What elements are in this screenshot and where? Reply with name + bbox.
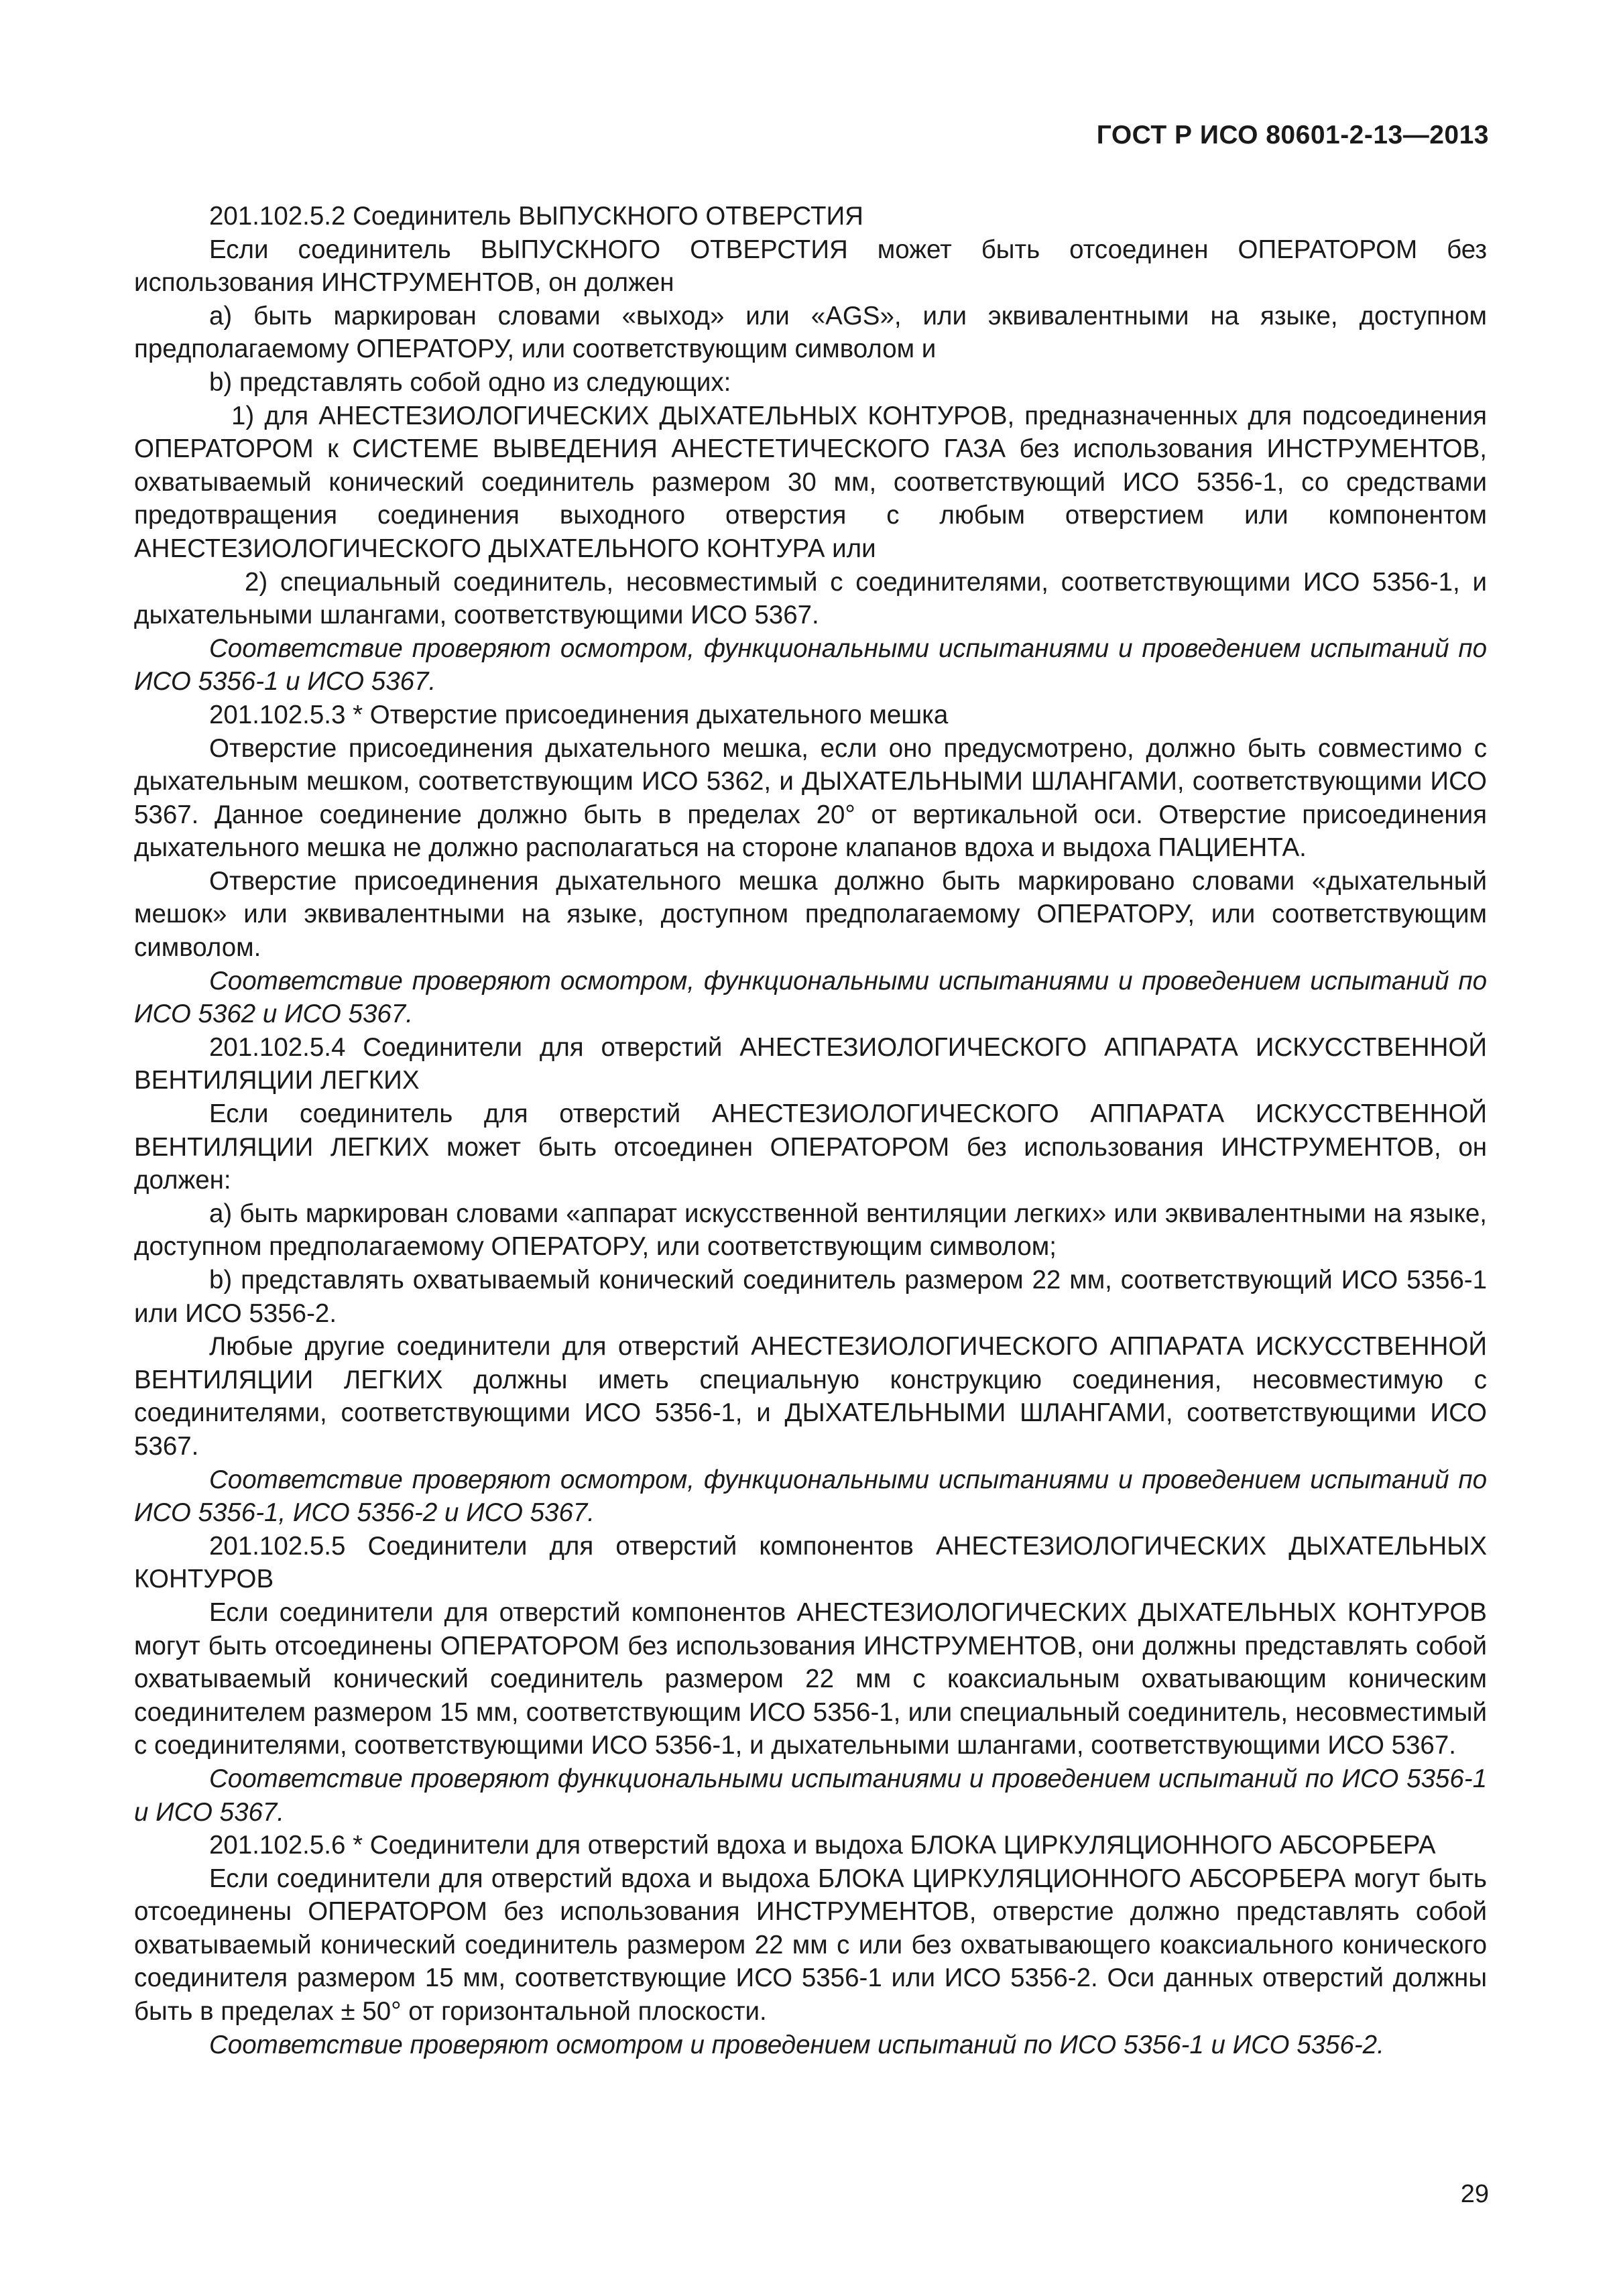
list-item: b) представлять собой одно из следующих: bbox=[209, 367, 731, 397]
section-heading: 201.102.5.5 Соединители для отверстий компонентов АНЕСТЕЗИОЛОГИЧЕСКИХ ДЫХАТЕЛЬНЫХ КОНТУРОВ bbox=[134, 1531, 1487, 1594]
document-body bbox=[134, 200, 1487, 2061]
paragraph: Отверстие присоединения дыхательного мешка, если оно предусмотрено, должно быть совместимо с дыхательным мешком, соответствующим ИСО 5362, и ДЫХАТЕЛЬНЫМИ ШЛАНГАМИ, соответствующими ИСО 5367. Данное соединение должно быть в пределах 20° от вертикальной оси. Отверстие присоединения дыхательного мешка не должно располагаться на стороне клапанов вдоха и выдоха ПАЦИЕНТА. bbox=[134, 733, 1487, 863]
paragraph: Если соединители для отверстий вдоха и выдоха БЛОКА ЦИРКУЛЯЦИОННОГО АБСОРБЕРА могут быть отсоединены ОПЕРАТОРОМ без использования ИНСТРУМЕНТОВ, отверстие должно представлять собой охватываемый конический соединитель размером 22 мм с или без охватывающего коаксиального конического соединителя размером 15 мм, соответствующие ИСО 5356-1 или ИСО 5356-2. Оси данных отверстий должны быть в пределах ± 50° от горизонтальной плоскости. bbox=[134, 1864, 1487, 2027]
sub-list-item: 2) специальный соединитель, несовместимый с соединителями, соответствующими ИСО 5356-1, и дыхательными шлангами, соответствующими ИСО 5367. bbox=[134, 567, 1487, 630]
list-item: a) быть маркирован словами «аппарат искусственной вентиляции легких» или эквивалентными на языке, доступном предполагаемому ОПЕРАТОРУ, или соответствующим символом; bbox=[134, 1199, 1487, 1262]
paragraph: Если соединитель для отверстий АНЕСТЕЗИОЛОГИЧЕСКОГО АППАРАТА ИСКУССТВЕННОЙ ВЕНТИЛЯЦИИ ЛЕГКИХ может быть отсоединен ОПЕРАТОРОМ без использования ИНСТРУМЕНТОВ, он должен: bbox=[134, 1099, 1487, 1195]
section-heading: 201.102.5.3 * Отверстие присоединения дыхательного мешка bbox=[209, 700, 949, 729]
paragraph: Любые другие соединители для отверстий АНЕСТЕЗИОЛОГИЧЕСКОГО АППАРАТА ИСКУССТВЕННОЙ ВЕНТИЛЯЦИИ ЛЕГКИХ должны иметь специальную конструкцию соединения, несовместимую с соединителями, соответствующими ИСО 5356-1, и ДЫХАТЕЛЬНЫМИ ШЛАНГАМИ, соответствующими ИСО 5367. bbox=[134, 1332, 1487, 1461]
compliance-note: Соответствие проверяют осмотром, функциональными испытаниями и проведением испытаний по ИСО 5356-1, ИСО 5356-2 и ИСО 5367. bbox=[134, 1465, 1487, 1528]
sub-list-item: 1) для АНЕСТЕЗИОЛОГИЧЕСКИХ ДЫХАТЕЛЬНЫХ КОНТУРОВ, предназначенных для подсоединения ОПЕРАТОРОМ к СИСТЕМЕ ВЫВЕДЕНИЯ АНЕСТЕТИЧЕСКОГО ГАЗА без использования ИНСТРУМЕНТОВ, охватываемый конический соединитель размером 30 мм, соответствующий ИСО 5356-1, со средствами предотвращения соединения выходного отверстия с любым отверстием или компонентом АНЕСТЕЗИОЛОГИЧЕСКОГО ДЫХАТЕЛЬНОГО КОНТУРА или bbox=[134, 401, 1487, 563]
paragraph: Отверстие присоединения дыхательного мешка должно быть маркировано словами «дыхательный мешок» или эквивалентными на языке, доступном предполагаемому ОПЕРАТОРУ, или соответствующим символом. bbox=[134, 866, 1487, 963]
paragraph: Если соединитель ВЫПУСКНОГО ОТВЕРСТИЯ может быть отсоединен ОПЕРАТОРОМ без использования ИНСТРУМЕНТОВ, он должен bbox=[134, 235, 1487, 298]
section-heading: 201.102.5.6 * Соединители для отверстий вдоха и выдоха БЛОКА ЦИРКУЛЯЦИОННОГО АБСОРБЕРА bbox=[209, 1831, 1436, 1860]
compliance-note: Соответствие проверяют функциональными испытаниями и проведением испытаний по ИСО 5356-1 и ИСО 5367. bbox=[134, 1764, 1487, 1827]
compliance-note: Соответствие проверяют осмотром и проведением испытаний по ИСО 5356-1 и ИСО 5356-2. bbox=[209, 2030, 1384, 2059]
section-heading: 201.102.5.2 Соединитель ВЫПУСКНОГО ОТВЕРСТИЯ bbox=[209, 202, 863, 231]
section-heading: 201.102.5.4 Соединители для отверстий АНЕСТЕЗИОЛОГИЧЕСКОГО АППАРАТА ИСКУССТВЕННОЙ ВЕНТИЛЯЦИИ ЛЕГКИХ bbox=[134, 1032, 1487, 1095]
paragraph: Если соединители для отверстий компонентов АНЕСТЕЗИОЛОГИЧЕСКИХ ДЫХАТЕЛЬНЫХ КОНТУРОВ могут быть отсоединены ОПЕРАТОРОМ без использования ИНСТРУМЕНТОВ, они должны представлять собой охватываемый конический соединитель размером 22 мм с коаксиальным охватывающим коническим соединителем размером 15 мм, соответствующим ИСО 5356-1, или специальный соединитель, несовместимый с соединителями, соответствующими ИСО 5356-1, и дыхательными шлангами, соответствующими ИСО 5367. bbox=[134, 1597, 1487, 1760]
document-code-header: ГОСТ Р ИСО 80601-2-13—2013 bbox=[1096, 121, 1489, 149]
list-item: a) быть маркирован словами «выход» или «AGS», или эквивалентными на языке, доступном предполагаемому ОПЕРАТОРУ, или соответствующим символом и bbox=[134, 301, 1487, 364]
compliance-note: Соответствие проверяют осмотром, функциональными испытаниями и проведением испытаний по ИСО 5356-1 и ИСО 5367. bbox=[134, 633, 1487, 697]
compliance-note: Соответствие проверяют осмотром, функциональными испытаниями и проведением испытаний по ИСО 5362 и ИСО 5367. bbox=[134, 966, 1487, 1029]
page-number: 29 bbox=[1460, 2180, 1489, 2208]
list-item: b) представлять охватываемый конический соединитель размером 22 мм, соответствующий ИСО 5356-1 или ИСО 5356-2. bbox=[134, 1266, 1487, 1328]
